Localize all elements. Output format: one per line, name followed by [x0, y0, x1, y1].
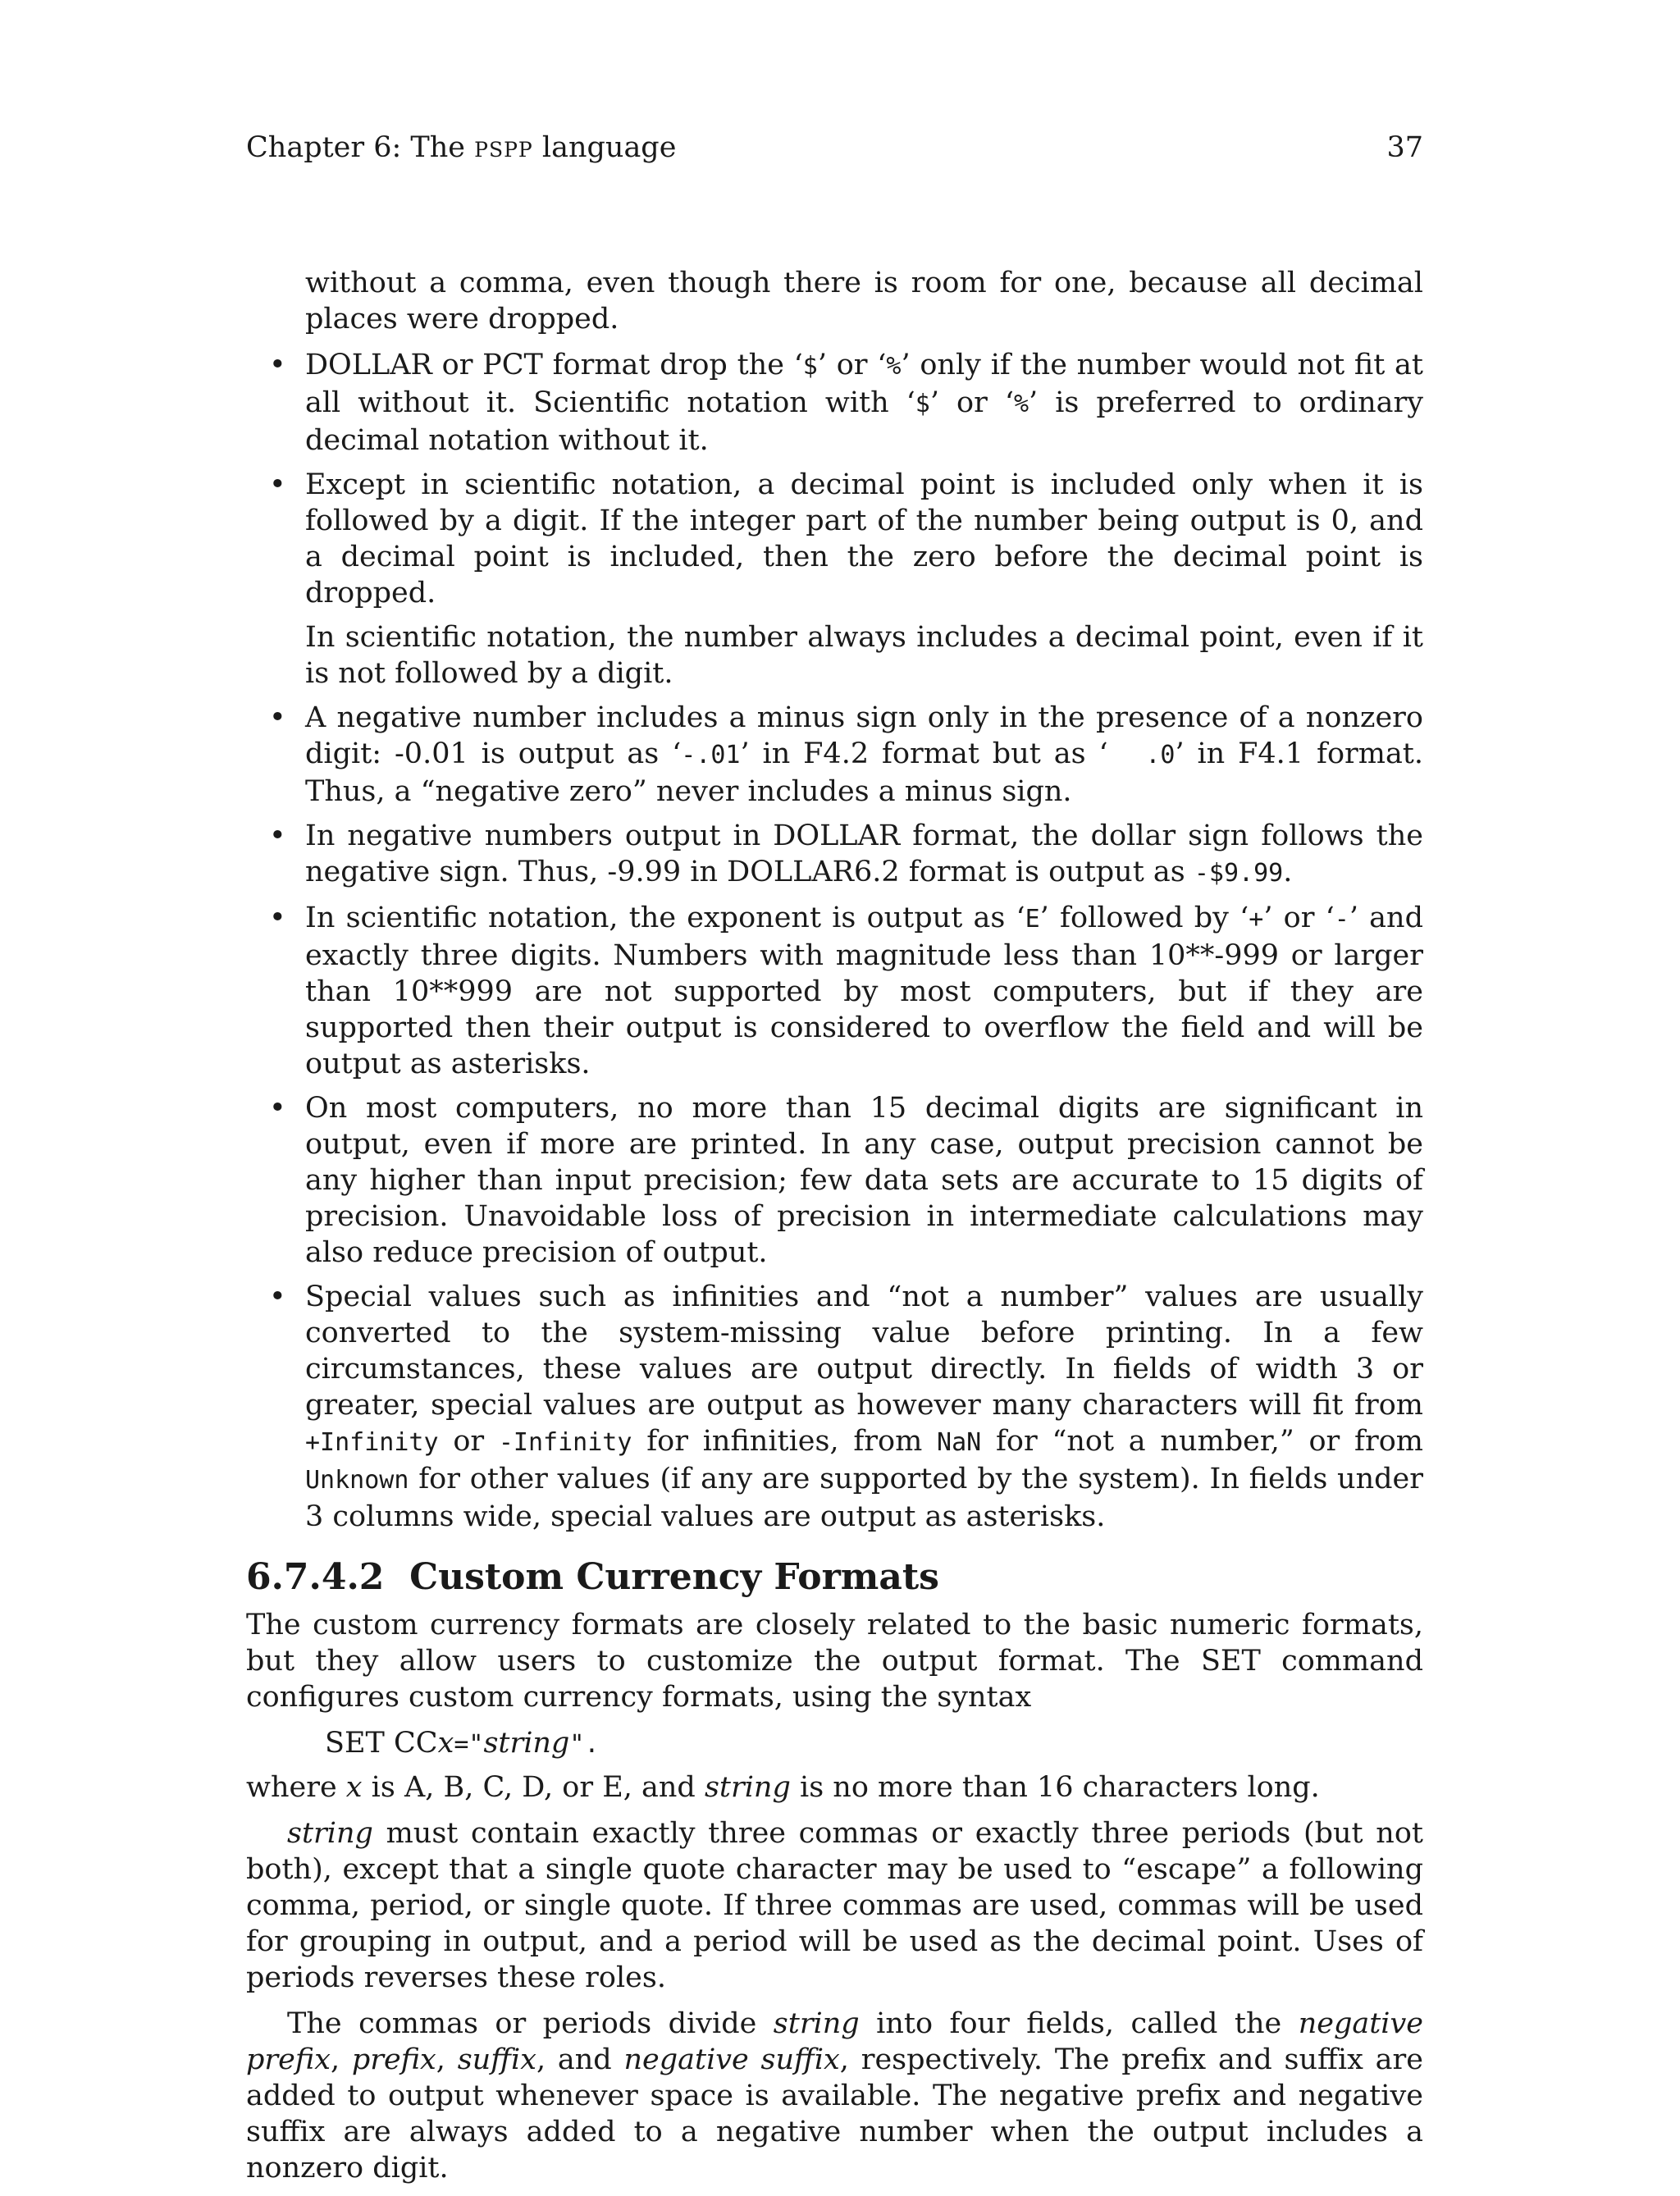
bullet-icon: • — [269, 1092, 286, 1125]
body-text — [246, 265, 1423, 2196]
bullet-icon: • — [269, 1281, 286, 1313]
list-item: • Except in scientific notation, a decimal point is included only when it is followed by a digit. If the integer part of the number being output is 0, and a decimal point is included, then the zero before the decimal point is dropped. In scientific notation, the number always includes a decimal point, even if it is not followed by a digit. — [269, 468, 1423, 690]
list-item: • A negative number includes a minus sign only in the presence of a nonzero digit: -0.01 is output as ‘-.01’ in F4.2 format but as ‘ .0’ in F4.1 format. Thus, a “negative zero” never includes a minus sign. — [269, 701, 1423, 808]
page-number: 37 — [1386, 131, 1423, 164]
syntax-example: SET CCx="string". — [325, 1727, 600, 1760]
list-item: • In scientific notation, the exponent is output as ‘E’ followed by ‘+’ or ‘-’ and exactly three digits. Numbers with magnitude less than 10**-999 or larger than 10**999 are not supported by most computers, but if they are supported then their output is considered to overflow the field and will be output as asterisks. — [269, 902, 1423, 1080]
string-paragraph: string must contain exactly three commas or exactly three periods (but not both), except that a single quote character may be used to “escape” a following comma, period, or single quote. If three commas are used, commas will be used for grouping in output, and a period will be used as the decimal point. Uses of periods reverses these roles. — [246, 1817, 1423, 1994]
list-item-subparagraph: In scientific notation, the number always includes a decimal point, even if it is not followed by a digit. — [305, 621, 1423, 690]
fields-paragraph: The commas or periods divide string into four fields, called the negative prefix, prefix, suffix, and negative suffix, respectively. The prefix and suffix are added to output whenever space is available. The negative prefix and negative suffix are always added to a negative number when the output includes a nonzero digit. — [246, 2007, 1423, 2185]
continued-paragraph: without a comma, even though there is room for one, because all decimal places were dropped. — [305, 267, 1423, 336]
list-item: • On most computers, no more than 15 decimal digits are significant in output, even if more are printed. In any case, output precision cannot be any higher than input precision; few data sets are accurate to 15 digits of precision. Unavoidable loss of precision in intermediate calculations may also reduce precision of output. — [269, 1092, 1423, 1269]
bullet-icon: • — [269, 820, 286, 852]
intro-paragraph: The custom currency formats are closely related to the basic numeric formats, but they allow users to customize the output format. The SET command configures custom currency formats, using the syntax — [246, 1609, 1423, 1714]
list-item: • In negative numbers output in DOLLAR format, the dollar sign follows the negative sign. Thus, -9.99 in DOLLAR6.2 format is output as -$9.99. — [269, 820, 1423, 888]
bullet-icon: • — [269, 468, 286, 501]
list-item: • DOLLAR or PCT format drop the ‘$’ or ‘%’ only if the number would not fit at all without it. Scientific notation with ‘$’ or ‘%’ is preferred to ordinary decimal notation without it. — [269, 349, 1423, 457]
where-paragraph: where x is A, B, C, D, or E, and string is no more than 16 characters long. — [246, 1771, 1320, 1804]
bullet-icon: • — [269, 349, 286, 381]
list-item: • Special values such as infinities and “not a number” values are usually converted to the system-missing value before printing. In a few circumstances, these values are output directly. In fields of width 3 or greater, special values are output as however many characters will fit from +Infinity or -Infinity for infinities, from NaN for “not a number,” or from Unknown for other values (if any are supported by the system). In fields under 3 columns wide, special values are output as asterisks. — [269, 1281, 1423, 1533]
section-heading: 6.7.4.2 Custom Currency Formats — [246, 1556, 939, 1598]
bullet-list — [246, 347, 1423, 1535]
running-head — [246, 130, 1423, 168]
bullet-icon: • — [269, 902, 286, 934]
chapter-title: Chapter 6: The PSPP language — [246, 131, 677, 164]
bullet-icon: • — [269, 701, 286, 734]
